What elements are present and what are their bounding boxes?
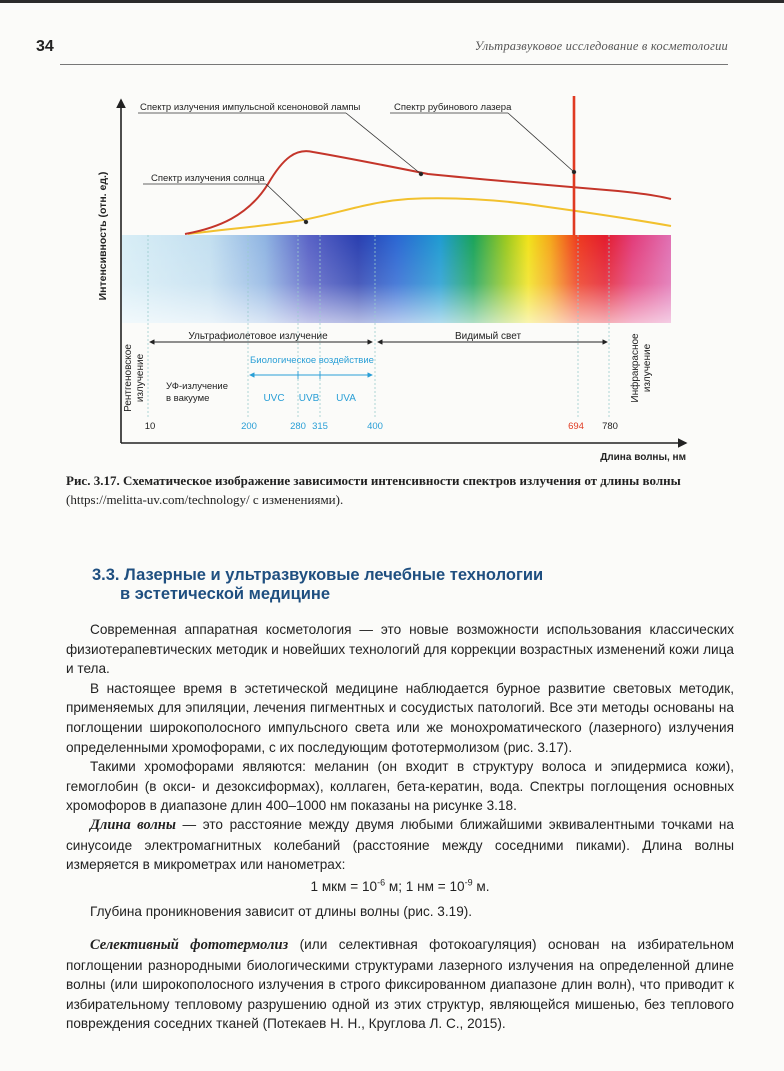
tick-10: 10 [144, 421, 156, 432]
caption-title: Схематическое изображение зависимости интенсивности спектров излучения от длины волны [122, 473, 681, 488]
body-block-4 [66, 935, 734, 1034]
uvc-label: UVC [263, 393, 285, 404]
figure-caption [66, 471, 726, 509]
vacuum-uv-label-1: УФ-излучение [166, 381, 229, 392]
caption-source: (https://melitta-uv.com/technology/ с изменениями). [66, 492, 344, 507]
paragraph-3: Такими хромофорами являются: меланин (он входит в структуру волоса и эпидермиса кожи), гемоглобин (в окси- и дезоксиформах), коллаген, бета-кератин, вода. Спектры поглощения основных хромофоров в диапазоне длин 400–1000 нм показаны на рисунке 3.18. [66, 759, 734, 814]
sun-spectrum-curve [188, 198, 671, 234]
uvb-label: UVB [298, 393, 320, 404]
section-title [92, 566, 712, 604]
tick-200: 200 [241, 421, 257, 432]
wavelength-formula [66, 877, 734, 897]
formula-part-a: 1 мкм = 10 [310, 878, 378, 894]
uva-label: UVA [336, 393, 356, 404]
formula-part-b: м; 1 нм = 10 [385, 878, 465, 894]
ruby-annotation: Спектр рубинового лазера [394, 102, 512, 113]
section-number: 3.3. [92, 566, 120, 584]
ir-label-2: излучение [642, 343, 653, 393]
sun-annotation: Спектр излучения солнца [151, 173, 265, 184]
formula-part-c: м. [472, 878, 490, 894]
bio-label: Биологическое воздействие [250, 355, 374, 366]
paragraph-5: Глубина проникновения зависит от длины волны (рис. 3.19). [90, 904, 473, 919]
section-title-line1: Лазерные и ультразвуковые лечебные технологии [124, 566, 544, 584]
tick-694: 694 [568, 421, 584, 432]
paragraph-2: В настоящее время в эстетической медицине наблюдается бурное развитие световых методик, применяемых для эпиляции, лечения пигментных и сосудистых патологий. Все эти методы основаны на поглощении широкополосного импульсного света или же монохроматического (лазерного) излучения определенными хромофорами, с их последующим фототермолизом (рис. 3.17). [66, 680, 734, 755]
paragraph-6-text: (или селективная фотокоагуляция) основан на избирательном поглощении разнородными биологическими структурами лазерного излучения на определенной длине волны (или широкополосного излучения в строго фиксированном диапазоне длин волн), что приводит к избирательному тепловому разрушению одной из этих структур, являющейся мишенью, без теплового повреждения соседних тканей (Потекаев Н. Н., Круглова Л. С., 2015). [66, 937, 734, 1032]
ir-label-1: Инфракрасное [630, 333, 641, 403]
header-rule [60, 64, 728, 65]
xenon-spectrum-curve [185, 151, 671, 234]
body-block-3 [66, 902, 734, 922]
uv-label: Ультрафиолетовое излучение [188, 331, 328, 342]
top-border [0, 0, 784, 3]
paragraph-4-text: — это расстояние между двумя любыми ближайшими эквивалентными точками на синусоиде электромагнитных колебаний (расстояние между соседними пиками). Длина волны измеряется в микрометрах или нанометрах: [66, 817, 734, 873]
body-block-1 [66, 620, 734, 816]
spectrum-figure [88, 88, 698, 468]
y-axis-label: Интенсивность (отн. ед.) [97, 171, 109, 301]
formula-exp-a: -6 [377, 877, 386, 888]
paragraph-1: Современная аппаратная косметология — это новые возможности использования классических физиотерапевтических методик и новейших технологий для коррекции возрастных изменений кожи лица и тела. [66, 622, 734, 677]
spectrum-band-fade [122, 235, 671, 323]
tick-400: 400 [367, 421, 383, 432]
term-wavelength: Длина волны [90, 817, 176, 833]
tick-280: 280 [290, 421, 306, 432]
paragraph-6 [66, 935, 734, 1034]
running-title: Ультразвуковое исследование в косметологии [474, 39, 728, 53]
vacuum-uv-label-2: в вакууме [166, 393, 210, 404]
caption-label: Рис. 3.17. [66, 473, 120, 488]
x-axis-label: Длина волны, нм [600, 452, 686, 463]
section-title-line2: в эстетической медицине [120, 585, 331, 603]
xenon-annotation: Спектр излучения импульсной ксеноновой лампы [140, 102, 361, 113]
body-block-2 [66, 815, 734, 896]
tick-315: 315 [312, 421, 328, 432]
visible-label: Видимый свет [454, 331, 522, 342]
formula-exp-b: -9 [464, 877, 473, 888]
xray-label-1: Рентгеновское [123, 344, 134, 412]
tick-780: 780 [602, 421, 618, 432]
page-number: 34 [36, 38, 54, 55]
paragraph-4 [66, 815, 734, 875]
term-selective-photothermolysis: Селективный фототермолиз [90, 937, 289, 953]
xray-label-2: излучение [135, 353, 146, 403]
